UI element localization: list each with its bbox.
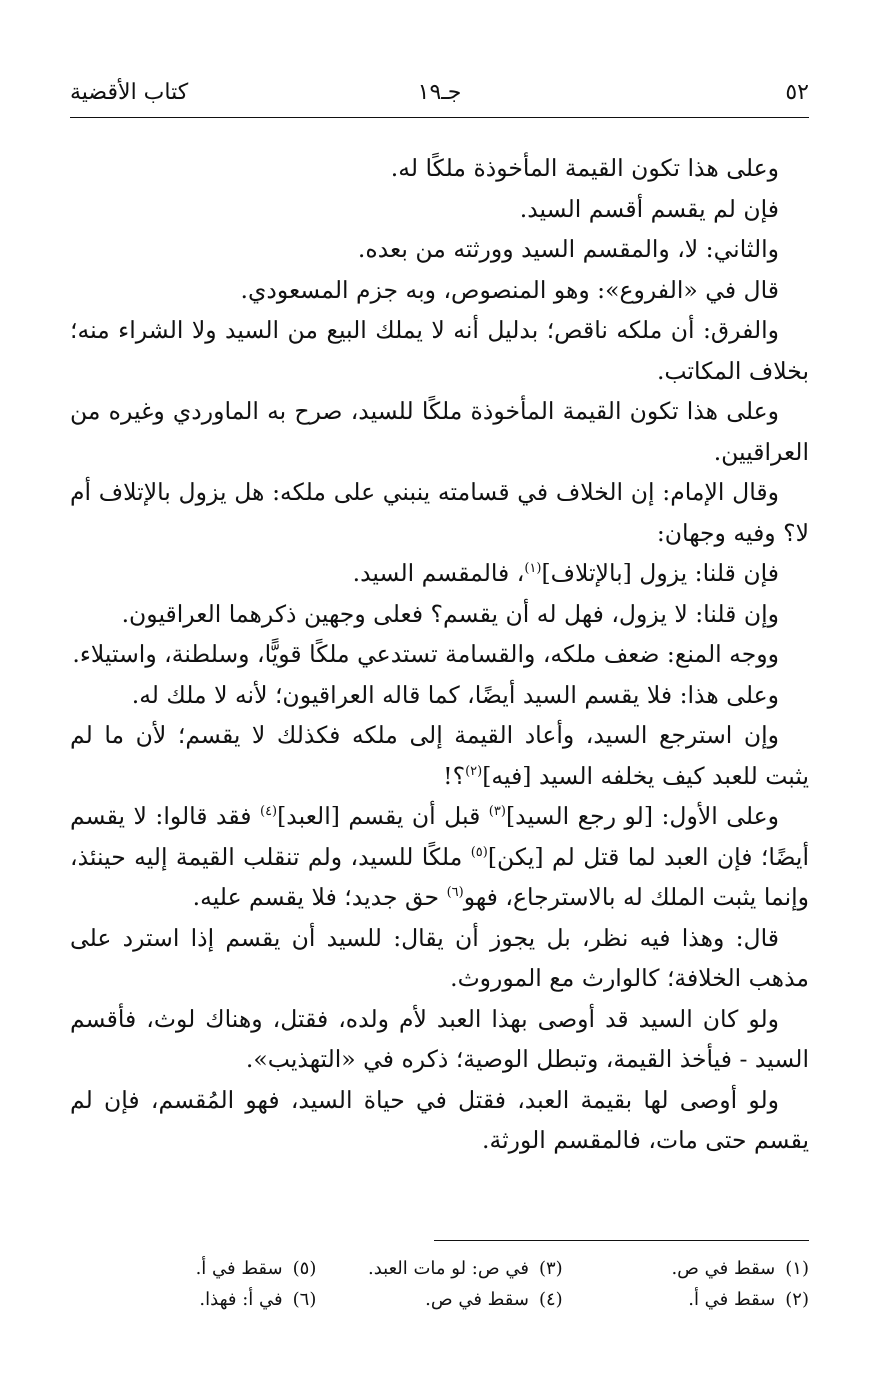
text-run: ولو كان السيد قد أوصى بهذا العبد لأم ولده، فقتل، وهناك لوث، فأقسم السيد - فيأخذ القيمة، وتبطل الوصية؛ ذكره في «التهذيب». <box>70 1004 809 1073</box>
paragraph <box>70 594 809 635</box>
footnote-text: في ص: لو مات العبد. <box>367 1258 529 1279</box>
text-run: وإن قلنا: لا يزول، فهل له أن يقسم؟ فعلى وجهين ذكرهما العراقيون. <box>121 599 779 628</box>
text-run: حق جديد؛ فلا يقسم عليه. <box>192 883 447 911</box>
footnote <box>563 1253 809 1284</box>
text-run: ووجه المنع: ضعف ملكه، والقسامة تستدعي ملكًا قويًّا، وسلطنة، واستيلاء. <box>72 640 779 668</box>
footnote-text: سقط في أ. <box>688 1289 776 1310</box>
footnote-marker: (٦) <box>446 885 464 901</box>
footnote-divider <box>434 1240 809 1241</box>
paragraph <box>70 229 809 270</box>
footnote-marker: (٤) <box>259 804 278 820</box>
paragraph <box>70 391 809 472</box>
page-number: ٥٢ <box>785 80 809 105</box>
footnote-text: سقط في ص. <box>425 1289 529 1310</box>
footnote-marker: (٥) <box>470 844 488 860</box>
text-run: وقال الإمام: إن الخلاف في قسامته ينبني على ملكه: هل يزول بالإتلاف أم لا؟ وفيه وجهان: <box>70 478 809 547</box>
footnote-row <box>70 1253 809 1284</box>
text-run: قبل أن يقسم [العبد] <box>277 802 489 830</box>
volume-label: جـ١٩ <box>417 80 462 105</box>
footnote-number: (٢) <box>785 1289 809 1310</box>
footnote-row <box>70 1284 809 1315</box>
paragraph <box>70 918 809 999</box>
text-run: فقد قالوا: لا يقسم أيضًا؛ فإن العبد لما قتل لم [يكن] <box>70 802 810 871</box>
footnotes <box>70 1253 809 1315</box>
text-run: والفرق: أن ملكه ناقص؛ بدليل أنه لا يملك البيع من السيد ولا الشراء منه؛ بخلاف المكاتب. <box>70 316 809 385</box>
text-run: وعلى الأول: [لو رجع السيد] <box>505 802 779 830</box>
book-title: كتاب الأقضية <box>70 80 189 105</box>
paragraph <box>70 148 809 189</box>
footnote-text: سقط في ص. <box>671 1258 776 1279</box>
footnote <box>316 1284 562 1315</box>
footnote <box>70 1284 316 1315</box>
paragraph <box>70 472 809 553</box>
footnote-text: في أ: فهذا. <box>199 1289 283 1310</box>
paragraph <box>70 715 809 796</box>
paragraph <box>70 1080 809 1161</box>
text-run: ؟! <box>443 761 466 790</box>
footnote-number: (٤) <box>538 1289 563 1310</box>
main-text <box>70 148 809 1161</box>
footnote-marker: (٢) <box>465 763 483 779</box>
text-run: ولو أوصى لها بقيمة العبد، فقتل في حياة السيد، فهو المُقسم، فإن لم يقسم حتى مات، فالمقسم الورثة. <box>70 1085 809 1154</box>
footnote <box>316 1253 562 1284</box>
header-divider <box>70 117 809 118</box>
paragraph <box>70 675 809 716</box>
footnote-number: (٦) <box>292 1289 317 1310</box>
paragraph <box>70 270 809 311</box>
text-run: وإن استرجع السيد، وأعاد القيمة إلى ملكه فكذلك لا يقسم؛ لأن ما لم يثبت للعبد كيف يخلفه السيد [فيه] <box>70 721 809 790</box>
text-run: ملكًا للسيد، ولم تنقلب القيمة إليه حينئذ، وإنما يثبت الملك له بالاسترجاع، فهو <box>70 842 809 911</box>
footnote <box>70 1253 316 1284</box>
paragraph <box>70 796 809 918</box>
text-run: وعلى هذا تكون القيمة المأخوذة ملكًا له. <box>390 154 779 182</box>
text-run: والثاني: لا، والمقسم السيد وورثته من بعده. <box>357 235 779 263</box>
running-header <box>70 80 809 116</box>
text-run: قال في «الفروع»: وهو المنصوص، وبه جزم المسعودي. <box>240 275 779 304</box>
paragraph <box>70 553 809 594</box>
footnote <box>563 1284 809 1315</box>
text-run: وعلى هذا تكون القيمة المأخوذة ملكًا للسيد، صرح به الماوردي وغيره من العراقيين. <box>70 397 809 466</box>
footnote-text: سقط في أ. <box>195 1258 283 1279</box>
text-run: فإن لم يقسم أقسم السيد. <box>519 194 779 223</box>
footnote-number: (٣) <box>538 1258 563 1279</box>
text-run: وعلى هذا: فلا يقسم السيد أيضًا، كما قاله العراقيون؛ لأنه لا ملك له. <box>131 680 779 709</box>
footnote-marker: (١) <box>524 561 542 577</box>
text-run: فإن قلنا: يزول [بالإتلاف] <box>541 559 779 587</box>
footnote-number: (٥) <box>292 1258 317 1279</box>
footnote-marker: (٣) <box>488 804 506 820</box>
paragraph <box>70 999 809 1080</box>
text-run: ، فالمقسم السيد. <box>352 559 525 587</box>
footnote-number: (١) <box>785 1258 809 1279</box>
paragraph <box>70 310 809 391</box>
paragraph <box>70 189 809 230</box>
text-run: قال: وهذا فيه نظر، بل يجوز أن يقال: للسيد أن يقسم إذا استرد على مذهب الخلافة؛ كالوارث مع الموروث. <box>70 923 809 992</box>
paragraph <box>70 634 809 675</box>
